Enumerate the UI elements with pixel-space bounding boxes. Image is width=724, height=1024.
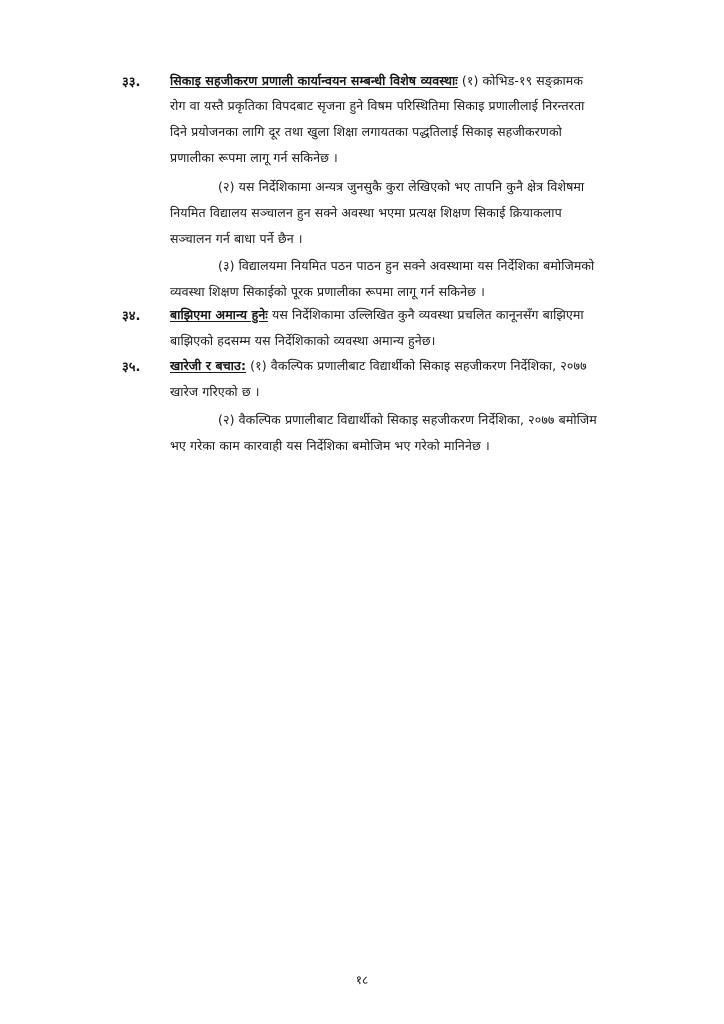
paragraph-line: रोग वा यस्तै प्रकृतिका विपदबाट सृजना हुने विषम परिस्थितिमा सिकाइ प्रणालीलाई निरन्तरता — [170, 98, 585, 113]
paragraph-line: दिने प्रयोजनका लागि दूर तथा खुला शिक्षा लगायतका पद्धतिलाई सिकाइ सहजीकरणको — [170, 124, 562, 139]
subclause-line: व्यवस्था शिक्षण सिकाईको पूरक प्रणालीका रूपमा लागू गर्न सकिनेछ । — [170, 284, 485, 299]
section-text: यस निर्देशिकामा उल्लिखित कुनै व्यवस्था प्रचलित कानूनसँग बाझिएमा — [267, 307, 584, 322]
subclause-line: (३) विद्यालयमा नियमित पठन पाठन हुन सक्ने अवस्थामा यस निर्देशिका बमोजिमको — [218, 258, 595, 273]
subclause-line: नियमित विद्यालय सञ्चालन हुन सक्ने अवस्था भएमा प्रत्यक्ष शिक्षण सिकाई क्रियाकलाप — [170, 205, 562, 220]
subclause-line: भए गरेका काम कारवाही यस निर्देशिका बमोजिम भए गरेको मानिनेछ । — [170, 438, 490, 453]
section-first-line — [170, 72, 583, 89]
section-number: ३४. — [122, 309, 141, 324]
section-number: ३५. — [122, 360, 141, 375]
paragraph-line: खारेज गरिएको छ । — [170, 384, 260, 399]
paragraph-line: बाझिएको हदसम्म यस निर्देशिकाको व्यवस्था अमान्य हुनेछ। — [170, 333, 436, 348]
section-text: (१) वैकल्पिक प्रणालीबाट विद्यार्थीको सिकाइ सहजीकरण निर्देशिका, २०७७ — [246, 358, 587, 373]
section-heading: खारेजी र बचाउ: — [170, 358, 247, 373]
section-heading: बाझिएमा अमान्य हुनेः — [170, 307, 268, 322]
section-heading: सिकाइ सहजीकरण प्रणाली कार्यान्वयन सम्बन्धी विशेष व्यवस्थाः — [170, 73, 458, 88]
paragraph-line: प्रणालीका रूपमा लागू गर्न सकिनेछ । — [170, 150, 338, 165]
page-number: १८ — [355, 973, 369, 987]
subclause-line: (२) वैकल्पिक प्रणालीबाट विद्यार्थीको सिकाइ सहजीकरण निर्देशिका, २०७७ बमोजिम — [218, 412, 597, 427]
subclause-line: (२) यस निर्देशिकामा अन्यत्र जुनसुकै कुरा लेखिएको भए तापनि कुनै क्षेत्र विशेषमा — [218, 179, 585, 194]
section-first-line — [170, 357, 587, 374]
section-first-line — [170, 306, 584, 323]
subclause-line: सञ्चालन गर्न बाधा पर्ने छैन । — [170, 231, 303, 246]
section-number: ३३. — [122, 75, 141, 90]
section-text: (१) कोभिड-१९ सङ्‌क्रामक — [457, 73, 584, 88]
